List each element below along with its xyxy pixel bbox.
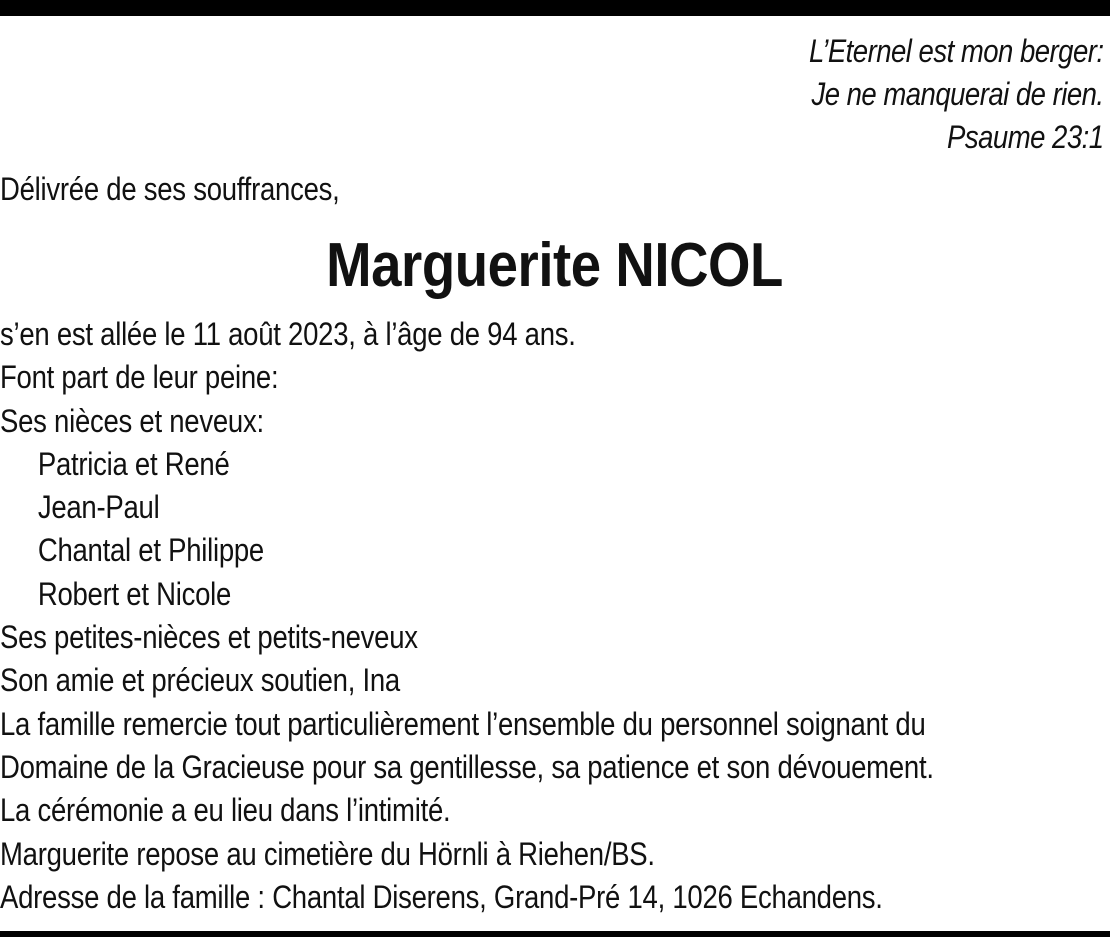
ceremony-line: La cérémonie a eu lieu dans l’intimité.: [0, 792, 451, 829]
family-address-line: Adresse de la famille : Chantal Diserens, Grand-Pré 14, 1026 Echandens.: [0, 878, 883, 915]
deceased-name: [0, 226, 1110, 306]
thanks-line-1: La famille remercie tout particulièrement l’ensemble du personnel soignant du: [0, 705, 926, 742]
top-rule: [0, 0, 1110, 16]
deceased-name-text: Marguerite NICOL: [326, 231, 784, 300]
announcement-body: [0, 313, 934, 919]
grief-intro-line: Font part de leur peine:: [0, 359, 279, 396]
intro-line: Délivrée de ses souffrances,: [0, 171, 340, 207]
epigraph-line-1: L’Eternel est mon berger:: [809, 33, 1104, 69]
bible-epigraph: [809, 30, 1104, 159]
epigraph-line-2: Je ne manquerai de rien.: [811, 76, 1104, 112]
family-member: Chantal et Philippe: [37, 532, 264, 569]
friend-line: Son amie et précieux soutien, Ina: [0, 662, 400, 699]
nieces-nephews-heading: Ses nièces et neveux:: [0, 402, 264, 439]
family-member: Jean-Paul: [37, 489, 160, 526]
family-member: Patricia et René: [37, 445, 230, 482]
epigraph-reference: Psaume 23:1: [947, 119, 1104, 155]
thanks-line-2: Domaine de la Gracieuse pour sa gentillesse, sa patience et son dévouement.: [0, 748, 934, 785]
family-member: Robert et Nicole: [37, 575, 232, 612]
resting-place-line: Marguerite repose au cimetière du Hörnli à Riehen/BS.: [0, 835, 655, 872]
announcement-line: s’en est allée le 11 août 2023, à l’âge de 94 ans.: [0, 316, 576, 352]
grand-nieces-line: Ses petites-nièces et petits-neveux: [0, 619, 418, 656]
bottom-rule: [0, 931, 1110, 937]
